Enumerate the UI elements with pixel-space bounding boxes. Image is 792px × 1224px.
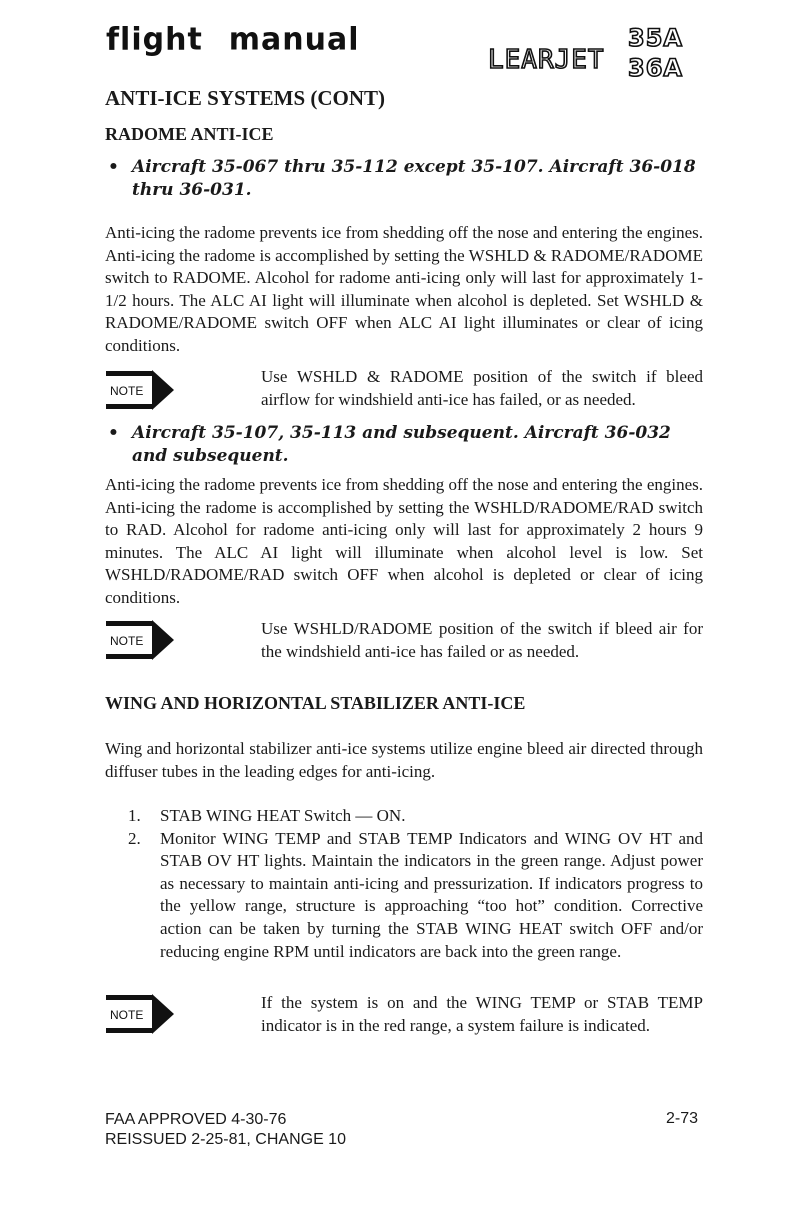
- flight-manual-title: [106, 21, 360, 58]
- effectivity-bullet-1: [108, 156, 708, 202]
- radome-paragraph-2: Anti-icing the radome prevents ice from shedding off the nose and entering the engines. Anti-icing the radome is accomplished by setting the WSHLD/RADOME/RAD switch to RAD. Alcohol for radome anti-icing only will last for approximately 2 hours 9 minutes. The ALC AI light will illuminate when alcohol level is low. Set WSHLD/RADOME/RAD switch OFF when alcohol is depleted or clear of icing conditions.: [105, 475, 703, 607]
- logo-model-top: 35A: [628, 24, 683, 52]
- note-icon: [106, 994, 176, 1034]
- step-number: 1.: [128, 806, 141, 825]
- bullet-dot-icon: •: [108, 157, 119, 177]
- bullet-dot-icon: •: [108, 423, 119, 443]
- footer-line-1: FAA APPROVED 4-30-76: [105, 1111, 287, 1128]
- logo-wordmark: LEARJET: [488, 45, 605, 75]
- note-icon: [106, 620, 176, 660]
- procedure-step: [128, 805, 703, 828]
- effectivity-bullet-2: [108, 422, 708, 468]
- step-text: Monitor WING TEMP and STAB TEMP Indicators and WING OV HT and STAB OV HT lights. Maintain the indicators in the green range. Adjust power as necessary to maintain anti-icing and pressurization. If indicators progress to the yellow range, structure is approaching “too hot” condition. Corrective action can be taken by turning the STAB WING HEAT switch OFF and/or reducing engine RPM until indicators are back into the green range.: [160, 828, 703, 961]
- learjet-logo: [488, 22, 710, 86]
- bullet-2-text: Aircraft 35-107, 35-113 and subsequent. Aircraft 36-032 and subsequent.: [132, 423, 671, 466]
- step-number: 2.: [128, 828, 141, 848]
- note-2-text: Use WSHLD/RADOME position of the switch if bleed air for the windshield anti-ice has failed or as needed.: [261, 619, 703, 661]
- procedure-step: [128, 828, 703, 964]
- note-icon: [106, 370, 176, 410]
- wing-stab-heading: WING AND HORIZONTAL STABILIZER ANTI-ICE: [105, 693, 526, 713]
- step-text: STAB WING HEAT Switch — ON.: [160, 806, 406, 825]
- note-3-text: If the system is on and the WING TEMP or STAB TEMP indicator is in the red range, a system failure is indicated.: [261, 993, 703, 1035]
- footer-line-2: REISSUED 2-25-81, CHANGE 10: [105, 1131, 346, 1148]
- note-label: NOTE: [110, 384, 144, 398]
- footer-approval: [105, 1110, 346, 1150]
- note-label: NOTE: [110, 1008, 144, 1022]
- bullet-1-text: Aircraft 35-067 thru 35-112 except 35-107. Aircraft 36-018 thru 36-031.: [132, 157, 696, 200]
- logo-model-bottom: 36A: [628, 54, 683, 82]
- title-word-flight: flight: [106, 21, 203, 58]
- section-title: ANTI-ICE SYSTEMS (CONT): [105, 86, 386, 110]
- page-number: 2-73: [665, 1110, 698, 1127]
- radome-paragraph-1: Anti-icing the radome prevents ice from shedding off the nose and entering the engines. Anti-icing the radome is accomplished by setting the WSHLD & RADOME/RADOME switch to RADOME. Alcohol for radome anti-icing only will last for approximately 1-1/2 hours. The ALC AI light will illuminate when alcohol is depleted. Set WSHLD & RADOME/RADOME switch OFF when ALC AI light illuminates or clear of icing conditions.: [105, 223, 703, 355]
- radome-heading: RADOME ANTI-ICE: [105, 124, 274, 144]
- wing-paragraph: Wing and horizontal stabilizer anti-ice systems utilize engine bleed air directed through diffuser tubes in the leading edges for anti-icing.: [105, 739, 703, 781]
- note-1-text: Use WSHLD & RADOME position of the switch if bleed airflow for windshield anti-ice has failed, or as needed.: [261, 367, 703, 409]
- title-word-manual: manual: [228, 21, 360, 58]
- procedure-steps: [128, 805, 703, 963]
- note-label: NOTE: [110, 634, 144, 648]
